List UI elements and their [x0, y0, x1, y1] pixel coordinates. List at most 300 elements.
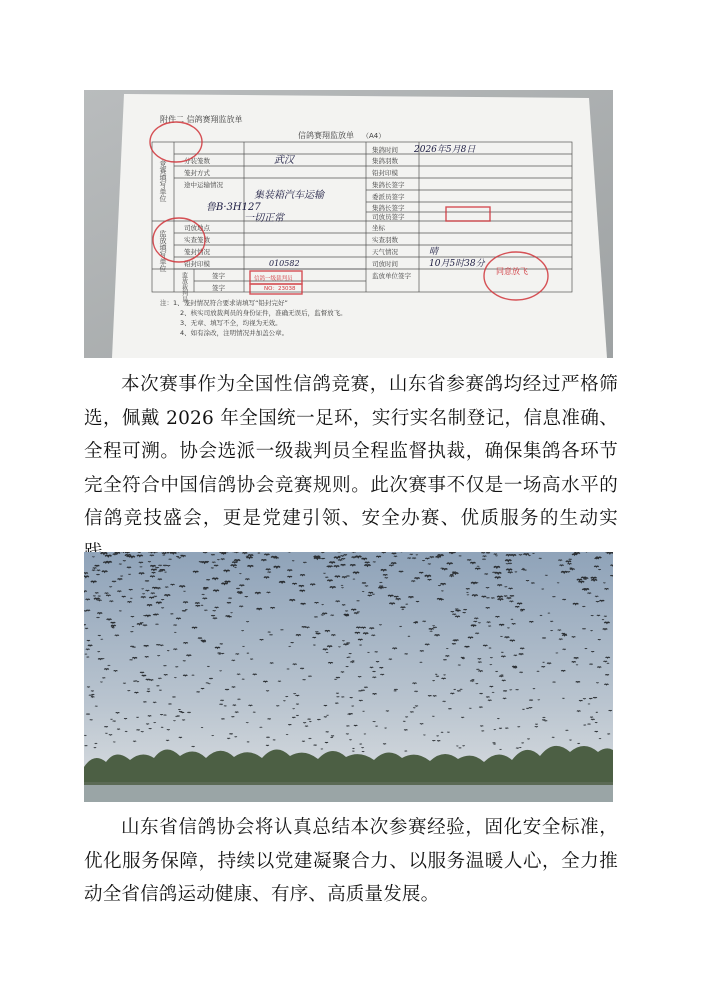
bird [470, 562, 475, 563]
bird [501, 656, 505, 657]
bird [455, 616, 459, 617]
bird [215, 607, 219, 608]
bird [330, 587, 336, 588]
bird [359, 700, 363, 701]
bird [595, 558, 598, 559]
bird [133, 647, 136, 648]
bird [407, 558, 410, 559]
bird [349, 714, 353, 715]
bird [270, 607, 274, 608]
bird [520, 648, 524, 649]
bird [222, 583, 228, 584]
bird [328, 566, 332, 567]
bird [420, 651, 424, 652]
field-label: 集鸽长签字 [372, 181, 405, 189]
bird [448, 709, 451, 710]
bird [486, 608, 490, 609]
bird [572, 637, 576, 638]
sign-label: 签字 [212, 272, 225, 280]
bird [392, 553, 396, 554]
bird [354, 613, 358, 614]
bird [165, 552, 171, 553]
bird [160, 645, 164, 646]
bird [505, 728, 508, 729]
bird [197, 692, 200, 693]
bird [153, 702, 156, 703]
bird [267, 592, 271, 593]
bird [192, 627, 197, 628]
bird [412, 558, 416, 559]
bird [235, 712, 238, 713]
bird [470, 681, 474, 682]
bird [558, 560, 562, 561]
bird [233, 705, 236, 706]
bird [237, 674, 240, 675]
bird [380, 674, 384, 675]
bird [365, 562, 370, 563]
bird [341, 558, 345, 559]
bird [383, 575, 387, 576]
bird [562, 599, 565, 600]
bird [561, 670, 565, 671]
bird [486, 598, 489, 599]
bird [300, 590, 305, 591]
bird [411, 581, 415, 582]
bird [579, 581, 584, 582]
bird [225, 689, 229, 690]
bird [173, 649, 177, 650]
bird [303, 562, 306, 563]
bird [487, 622, 491, 623]
field-label: 司放员签字 [372, 213, 405, 221]
bird [414, 691, 417, 692]
field-label: 集鸽长签字 [372, 204, 405, 212]
bird [97, 613, 102, 614]
bird [362, 583, 366, 584]
bird [447, 563, 453, 564]
bird [117, 591, 121, 592]
bird [430, 557, 434, 558]
field-label: 监放单位签字 [372, 272, 411, 280]
bird [218, 653, 221, 654]
bird [173, 625, 176, 626]
stamp-label: NO：23038 [264, 286, 296, 292]
bird [509, 588, 513, 589]
bird [156, 602, 161, 603]
form-note: 3、无章、填写不全，均视为无效。 [180, 319, 282, 327]
bird [595, 731, 598, 732]
handwritten-plate: 鲁B·3H127 [206, 202, 261, 213]
bird [325, 742, 328, 743]
field-label: 笼封情况 [184, 248, 210, 256]
bird [221, 719, 224, 720]
bird [232, 562, 237, 563]
bird [394, 596, 398, 597]
bird [139, 562, 143, 563]
bird [467, 560, 471, 561]
bird [134, 692, 138, 693]
form-header: 附件二 信鸽赛翔监放单 [160, 115, 243, 124]
bird [472, 595, 477, 596]
bird [288, 724, 291, 725]
handwritten-release-time: 10月5时38分 [429, 259, 485, 269]
bird [115, 553, 120, 554]
bird [495, 577, 501, 578]
bird [88, 645, 92, 646]
bird [331, 635, 335, 636]
bird [150, 576, 154, 577]
bird [149, 597, 154, 598]
form-note: 2、核实司放裁判员的身份证件，准确无误后，监督放飞。 [180, 309, 347, 317]
bird [129, 556, 135, 557]
bird [482, 559, 485, 560]
bird [452, 644, 456, 645]
bird [325, 577, 328, 578]
bird [227, 738, 230, 739]
bird [167, 565, 170, 566]
bird [147, 605, 152, 606]
bird [144, 645, 149, 646]
bird [203, 589, 206, 590]
bird [383, 744, 386, 745]
bird [238, 593, 242, 594]
bird [488, 700, 492, 701]
bird [480, 693, 483, 694]
bird [124, 718, 127, 719]
bird [359, 691, 362, 692]
bird [504, 596, 507, 597]
bird [113, 721, 116, 722]
bird [245, 579, 249, 580]
bird [410, 712, 413, 713]
bird [393, 648, 397, 649]
seal-text: 同意放飞 [496, 267, 528, 276]
bird [91, 581, 96, 582]
bird [215, 647, 220, 648]
bird [604, 661, 608, 662]
bird [161, 599, 164, 600]
bird [145, 615, 150, 616]
bird [591, 577, 597, 578]
bird [511, 555, 516, 556]
bird [239, 606, 243, 607]
bird [485, 574, 488, 575]
bird [91, 697, 94, 698]
bird [137, 555, 143, 556]
bird [346, 726, 349, 727]
bird [232, 660, 235, 661]
bird [172, 697, 175, 698]
bird [432, 740, 435, 741]
bird [322, 613, 327, 614]
bird [276, 706, 279, 707]
bird [440, 599, 444, 600]
bird [97, 617, 100, 618]
field-label: 天气情况 [372, 248, 398, 256]
bird [597, 667, 601, 668]
bird [486, 553, 490, 554]
form-side-label: 监放裁判员 [180, 272, 188, 302]
bird [228, 598, 231, 599]
bird [234, 560, 240, 561]
bird [331, 615, 334, 616]
bird [603, 629, 607, 630]
bird [253, 674, 257, 675]
bird [566, 561, 571, 562]
bird [131, 616, 134, 617]
bird [413, 683, 417, 684]
bird [213, 590, 218, 591]
bird [480, 726, 483, 727]
bird [303, 680, 306, 681]
bird [560, 565, 564, 566]
bird [389, 603, 394, 604]
bird [321, 615, 324, 616]
body-paragraph: 山东省信鸽协会将认真总结本次参赛经验，固化安全标准，优化服务保障，持续以党建凝聚合力、以服务温暖人心，全力推动全省信鸽运动健康、有序、高质量发展。 [84, 817, 618, 905]
bird [257, 609, 262, 610]
bird [350, 662, 354, 663]
bird [266, 691, 269, 692]
bird [450, 574, 453, 575]
field-label: 集鸽羽数 [372, 157, 398, 165]
bird [165, 587, 168, 588]
body-paragraph: 本次赛事作为全国性信鸽竞赛，山东省参赛鸽均经过严格筛选，佩戴 2026 年全国统一足环，实行实名制登记，信息准确、全程可溯。协会选派一级裁判员全程监督执裁，确保集鸽各环节完全符合中国信鸽协会竞赛规则。此次赛事不仅是一场高水平的信鸽竞技盛会，更是党建引领、安全办赛、优质服务的生动实 [84, 374, 618, 529]
bird [524, 554, 529, 555]
bird [437, 741, 440, 742]
bird [370, 667, 373, 668]
bird [205, 561, 209, 562]
bird [442, 569, 447, 570]
bird [577, 711, 581, 712]
bird [346, 576, 349, 577]
bird [451, 611, 454, 612]
bird [279, 582, 285, 583]
bird [567, 572, 570, 573]
bird [510, 640, 515, 641]
bird [610, 575, 613, 576]
bird [356, 627, 360, 628]
bird [494, 554, 497, 555]
bird [452, 614, 456, 615]
bird [338, 560, 342, 561]
bird [105, 593, 109, 594]
bird [414, 622, 418, 623]
bird [115, 635, 119, 636]
bird [247, 557, 253, 558]
bird [425, 575, 431, 576]
bird [499, 676, 503, 677]
bird [139, 573, 144, 574]
bird [181, 556, 186, 557]
bird [158, 571, 161, 572]
bird [506, 555, 511, 556]
bird [323, 649, 328, 650]
bird [353, 572, 359, 573]
bird [193, 571, 198, 572]
bird [86, 649, 90, 650]
bird [408, 597, 413, 598]
bird [146, 679, 150, 680]
bird [261, 560, 266, 561]
bird [266, 745, 269, 746]
bird [365, 586, 368, 587]
bird [572, 662, 576, 663]
bird [379, 586, 383, 587]
bird [290, 600, 295, 601]
bird [170, 553, 176, 554]
bird [371, 635, 375, 636]
bird [335, 576, 340, 577]
bird [457, 691, 461, 692]
bird [378, 587, 383, 588]
bird [117, 729, 120, 730]
bird [423, 621, 426, 622]
form-note: 4、如有涂改，注明情况并加盖公章。 [180, 329, 289, 337]
bird [110, 601, 114, 602]
bird [516, 748, 519, 749]
field-label: 委派员签字 [372, 193, 405, 201]
bird [293, 664, 297, 665]
bird [342, 577, 346, 578]
bird [433, 696, 437, 697]
bird [263, 681, 267, 682]
bird [212, 562, 215, 563]
bird [305, 726, 308, 727]
bird [541, 666, 545, 667]
bird [86, 599, 90, 600]
bird [595, 596, 598, 597]
bird [158, 678, 161, 679]
bird [529, 621, 533, 622]
bird [373, 677, 377, 678]
bird [331, 736, 334, 737]
bird [453, 640, 457, 641]
bird [179, 711, 182, 712]
sign-label: 签字 [212, 284, 225, 292]
bird [109, 735, 112, 736]
bird [301, 603, 306, 604]
bird [118, 579, 123, 580]
bird [221, 553, 225, 554]
bird [373, 671, 376, 672]
bird [164, 595, 170, 596]
bird [201, 688, 204, 689]
bird [591, 651, 594, 652]
field-label: 司放地点 [184, 224, 210, 232]
bird [325, 631, 330, 632]
bird [183, 643, 187, 644]
bird [604, 622, 609, 623]
bird [483, 645, 487, 646]
form-size-note: （A4） [362, 132, 386, 140]
bird [305, 627, 309, 628]
bird [249, 705, 253, 706]
bird [164, 674, 168, 675]
bird [102, 678, 105, 679]
field-label: 铅封印模 [184, 260, 210, 268]
bird [513, 667, 517, 668]
bird [232, 687, 236, 688]
bird [529, 707, 532, 708]
bird [589, 698, 592, 699]
bird [334, 557, 340, 558]
bird [231, 565, 237, 566]
bird [196, 605, 200, 606]
bird [561, 572, 567, 573]
bird [130, 660, 133, 661]
bird [415, 578, 420, 579]
bird [228, 616, 232, 617]
bird [355, 632, 360, 633]
bird [416, 601, 419, 602]
bird [370, 628, 374, 629]
bird [453, 573, 459, 574]
bird [399, 571, 403, 572]
bird [476, 669, 479, 670]
bird [478, 662, 481, 663]
bird [168, 704, 171, 705]
bird [102, 571, 107, 572]
water [84, 784, 613, 802]
bird [156, 624, 159, 625]
bird [494, 567, 500, 568]
bird [512, 624, 516, 625]
bird [435, 635, 440, 636]
bird [582, 629, 585, 630]
bird [143, 702, 146, 703]
field-label: 实查笼数 [184, 236, 210, 244]
bird [209, 678, 212, 679]
bird [150, 555, 154, 556]
bird [278, 681, 281, 682]
bird [376, 661, 379, 662]
bird [220, 704, 223, 705]
bird [535, 727, 538, 728]
bird [605, 675, 609, 676]
bird [162, 553, 166, 554]
bird [206, 580, 209, 581]
release-form-image [84, 90, 613, 358]
bird [588, 724, 591, 725]
bird [589, 664, 592, 665]
bird [517, 603, 522, 604]
bird [266, 569, 270, 570]
bird [214, 565, 218, 566]
bird [495, 573, 501, 574]
bird [474, 618, 478, 619]
bird [584, 578, 588, 579]
bird [324, 705, 327, 706]
bird [264, 554, 269, 555]
bird [142, 675, 146, 676]
bird [299, 586, 304, 587]
bird [268, 719, 271, 720]
bird [178, 558, 181, 559]
bird [386, 711, 389, 712]
bird [341, 672, 344, 673]
bird [520, 609, 524, 610]
bird [181, 712, 184, 713]
field-label: 集鸽时间 [372, 146, 398, 154]
bird [495, 616, 499, 617]
bird [482, 596, 486, 597]
bird [314, 617, 317, 618]
bird [380, 667, 384, 668]
bird [146, 590, 150, 591]
bird [94, 598, 100, 599]
bird [145, 581, 149, 582]
bird [154, 596, 157, 597]
